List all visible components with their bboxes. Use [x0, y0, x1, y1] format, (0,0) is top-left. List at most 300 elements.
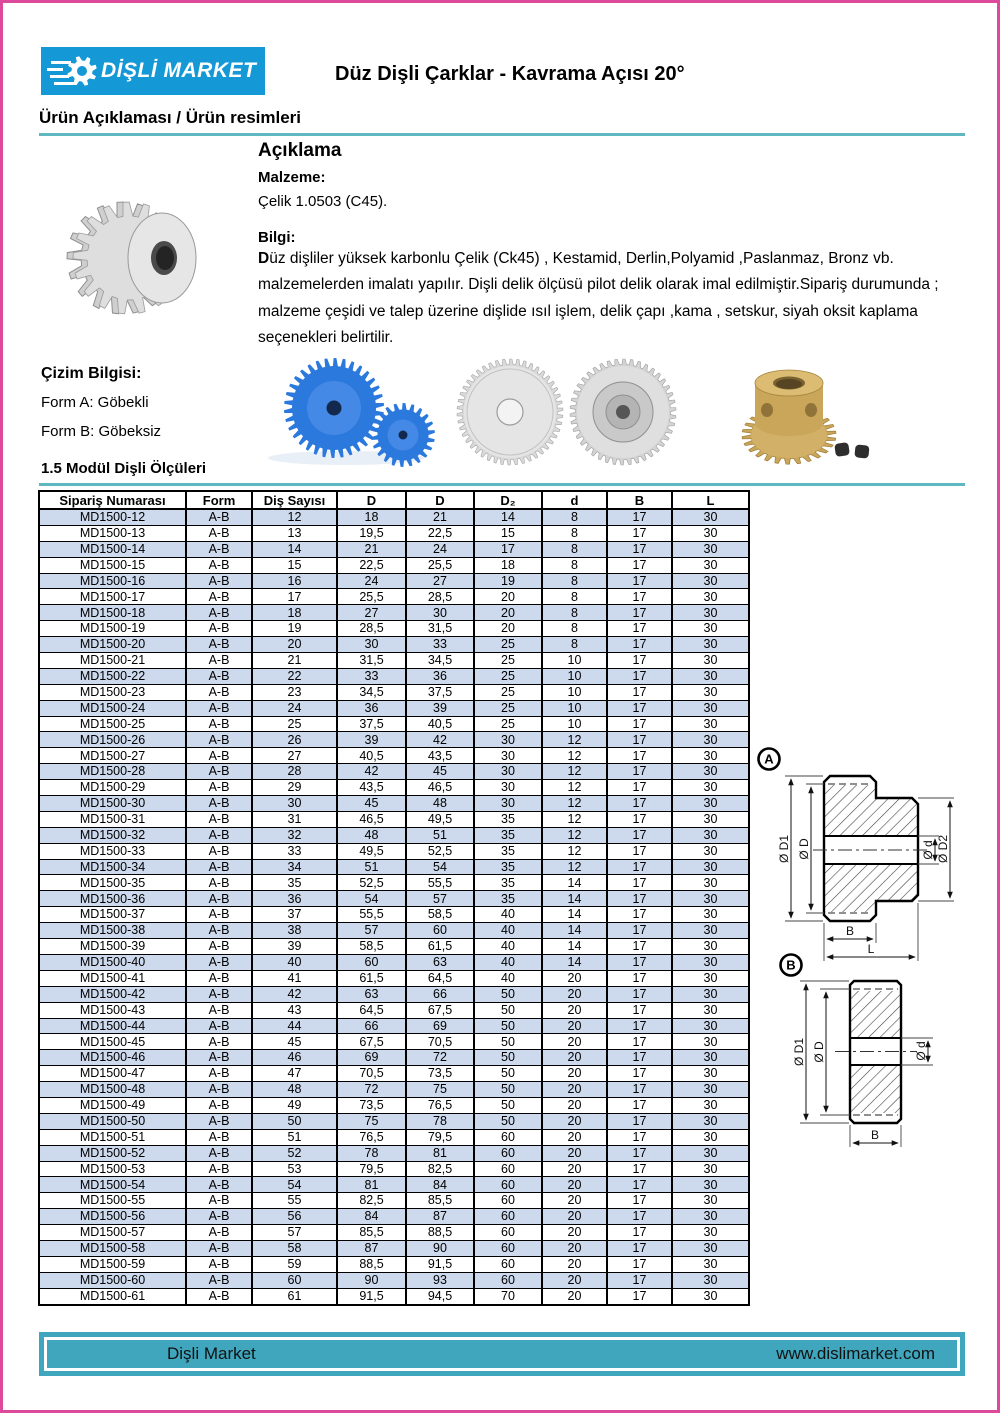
- table-cell: 40: [474, 939, 542, 955]
- table-cell: 60: [474, 1209, 542, 1225]
- table-cell: 25: [474, 716, 542, 732]
- table-cell: 57: [406, 891, 474, 907]
- table-cell: A-B: [186, 1129, 252, 1145]
- table-cell: 34: [252, 859, 337, 875]
- table-cell: 12: [542, 780, 607, 796]
- table-cell: MD1500-59: [39, 1256, 186, 1272]
- table-cell: 90: [406, 1240, 474, 1256]
- table-cell: 40: [474, 954, 542, 970]
- table-cell: 14: [252, 541, 337, 557]
- table-row: [39, 684, 749, 700]
- table-cell: A-B: [186, 1050, 252, 1066]
- table-cell: 17: [607, 1097, 672, 1113]
- table-cell: 25: [474, 653, 542, 669]
- table-row: [39, 668, 749, 684]
- table-cell: 64,5: [406, 970, 474, 986]
- table-cell: MD1500-17: [39, 589, 186, 605]
- table-cell: 19: [474, 573, 542, 589]
- table-cell: 19: [252, 621, 337, 637]
- table-row: [39, 748, 749, 764]
- table-cell: 40: [252, 954, 337, 970]
- table-cell: A-B: [186, 1066, 252, 1082]
- table-cell: 17: [607, 541, 672, 557]
- table-cell: 12: [542, 859, 607, 875]
- table-cell: 14: [542, 891, 607, 907]
- table-cell: MD1500-57: [39, 1225, 186, 1241]
- table-cell: 50: [474, 1082, 542, 1098]
- table-cell: 17: [607, 1018, 672, 1034]
- table-cell: 8: [542, 589, 607, 605]
- table-cell: MD1500-15: [39, 557, 186, 573]
- table-cell: 10: [542, 653, 607, 669]
- table-cell: A-B: [186, 1209, 252, 1225]
- table-cell: 60: [474, 1129, 542, 1145]
- table-cell: 43,5: [406, 748, 474, 764]
- table-cell: 32: [252, 827, 337, 843]
- table-cell: A-B: [186, 684, 252, 700]
- table-cell: 20: [542, 1002, 607, 1018]
- table-cell: A-B: [186, 1113, 252, 1129]
- table-cell: 17: [607, 1050, 672, 1066]
- table-cell: MD1500-46: [39, 1050, 186, 1066]
- table-cell: 17: [607, 1193, 672, 1209]
- table-cell: MD1500-50: [39, 1113, 186, 1129]
- table-cell: A-B: [186, 764, 252, 780]
- table-cell: 91,5: [337, 1288, 406, 1304]
- table-cell: 30: [474, 764, 542, 780]
- table-cell: 30: [672, 1161, 749, 1177]
- table-row: [39, 1002, 749, 1018]
- table-cell: 30: [672, 1272, 749, 1288]
- table-cell: 20: [542, 1288, 607, 1304]
- table-cell: 14: [542, 939, 607, 955]
- table-cell: 30: [672, 780, 749, 796]
- table-cell: 55: [252, 1193, 337, 1209]
- table-cell: A-B: [186, 1177, 252, 1193]
- table-cell: A-B: [186, 1145, 252, 1161]
- table-cell: 84: [337, 1209, 406, 1225]
- table-cell: 70: [474, 1288, 542, 1304]
- table-cell: 39: [406, 700, 474, 716]
- table-cell: A-B: [186, 748, 252, 764]
- table-cell: MD1500-19: [39, 621, 186, 637]
- table-cell: 50: [474, 1097, 542, 1113]
- table-cell: 50: [474, 1002, 542, 1018]
- table-cell: MD1500-24: [39, 700, 186, 716]
- table-row: [39, 605, 749, 621]
- table-cell: 30: [672, 653, 749, 669]
- table-cell: 41: [252, 970, 337, 986]
- table-cell: 72: [337, 1082, 406, 1098]
- table-cell: 12: [542, 811, 607, 827]
- table-cell: 20: [542, 1209, 607, 1225]
- table-cell: 38: [252, 923, 337, 939]
- table-cell: 17: [607, 605, 672, 621]
- table-cell: 61,5: [406, 939, 474, 955]
- table-cell: 49,5: [337, 843, 406, 859]
- table-cell: 55,5: [406, 875, 474, 891]
- table-cell: A-B: [186, 939, 252, 955]
- footer-company: Dişli Market: [167, 1344, 256, 1363]
- table-cell: 52,5: [337, 875, 406, 891]
- table-cell: 87: [406, 1209, 474, 1225]
- table-cell: 12: [542, 748, 607, 764]
- table-cell: 17: [607, 1177, 672, 1193]
- table-cell: 17: [607, 748, 672, 764]
- table-cell: 93: [406, 1272, 474, 1288]
- table-cell: 61,5: [337, 970, 406, 986]
- table-cell: 30: [672, 939, 749, 955]
- table-cell: 22,5: [406, 525, 474, 541]
- table-cell: 25: [474, 668, 542, 684]
- table-cell: 30: [672, 605, 749, 621]
- table-cell: 30: [672, 621, 749, 637]
- table-cell: 73,5: [406, 1066, 474, 1082]
- table-cell: 10: [542, 684, 607, 700]
- table-cell: 58,5: [406, 907, 474, 923]
- table-cell: 30: [672, 589, 749, 605]
- table-cell: 8: [542, 541, 607, 557]
- table-cell: 76,5: [406, 1097, 474, 1113]
- table-cell: 14: [542, 875, 607, 891]
- table-cell: 31,5: [406, 621, 474, 637]
- table-cell: MD1500-60: [39, 1272, 186, 1288]
- column-header: D₂: [474, 491, 542, 509]
- table-cell: 17: [607, 1209, 672, 1225]
- table-cell: 8: [542, 509, 607, 525]
- table-cell: 30: [672, 986, 749, 1002]
- table-cell: 20: [542, 1129, 607, 1145]
- table-cell: 17: [607, 509, 672, 525]
- table-cell: 30: [672, 1066, 749, 1082]
- form-b-label: Form B: Göbeksiz: [41, 423, 162, 440]
- table-row: [39, 796, 749, 812]
- table-cell: 20: [542, 1113, 607, 1129]
- table-cell: 8: [542, 605, 607, 621]
- table-cell: A-B: [186, 859, 252, 875]
- table-cell: 20: [542, 1066, 607, 1082]
- table-cell: 30: [672, 827, 749, 843]
- table-cell: 42: [337, 764, 406, 780]
- table-cell: 17: [607, 907, 672, 923]
- table-cell: 14: [542, 954, 607, 970]
- table-cell: 60: [474, 1225, 542, 1241]
- table-cell: MD1500-55: [39, 1193, 186, 1209]
- product-photo-steel-gear: [63, 166, 215, 342]
- table-cell: 21: [337, 541, 406, 557]
- table-cell: 58,5: [337, 939, 406, 955]
- logo-text: DİŞLİ MARKET: [101, 59, 257, 82]
- table-header: [39, 491, 749, 509]
- table-cell: 30: [672, 525, 749, 541]
- table-cell: A-B: [186, 907, 252, 923]
- table-cell: 17: [607, 621, 672, 637]
- table-cell: 17: [607, 923, 672, 939]
- table-cell: A-B: [186, 827, 252, 843]
- table-cell: 30: [672, 573, 749, 589]
- table-cell: 60: [474, 1272, 542, 1288]
- table-cell: 85,5: [406, 1193, 474, 1209]
- table-cell: 69: [406, 1018, 474, 1034]
- table-cell: 85,5: [337, 1225, 406, 1241]
- table-cell: 20: [474, 589, 542, 605]
- table-cell: 17: [607, 573, 672, 589]
- table-cell: 30: [672, 1288, 749, 1304]
- table-cell: 10: [542, 700, 607, 716]
- table-row: [39, 811, 749, 827]
- table-cell: MD1500-27: [39, 748, 186, 764]
- table-cell: 50: [474, 1113, 542, 1129]
- table-cell: A-B: [186, 923, 252, 939]
- table-cell: A-B: [186, 796, 252, 812]
- form-b-drawing: [751, 951, 1000, 1156]
- table-cell: 17: [607, 732, 672, 748]
- table-cell: 13: [252, 525, 337, 541]
- table-cell: MD1500-44: [39, 1018, 186, 1034]
- divider: [39, 133, 965, 136]
- table-cell: 67,5: [406, 1002, 474, 1018]
- table-cell: A-B: [186, 1097, 252, 1113]
- table-cell: 10: [542, 716, 607, 732]
- table-cell: 79,5: [406, 1129, 474, 1145]
- table-cell: 40: [474, 907, 542, 923]
- table-cell: 17: [607, 557, 672, 573]
- table-cell: 17: [607, 1240, 672, 1256]
- material-label: Malzeme:: [258, 169, 326, 186]
- table-cell: 51: [337, 859, 406, 875]
- table-cell: 54: [406, 859, 474, 875]
- table-cell: MD1500-25: [39, 716, 186, 732]
- table-cell: 20: [542, 1145, 607, 1161]
- table-cell: 30: [672, 1145, 749, 1161]
- table-cell: 30: [672, 875, 749, 891]
- footer-inner: [44, 1337, 960, 1371]
- table-cell: A-B: [186, 589, 252, 605]
- column-header: L: [672, 491, 749, 509]
- table-row: [39, 1272, 749, 1288]
- table-cell: 31: [252, 811, 337, 827]
- table-cell: 30: [474, 748, 542, 764]
- table-cell: 17: [607, 843, 672, 859]
- table-cell: 17: [607, 859, 672, 875]
- table-cell: 17: [607, 653, 672, 669]
- form-a-drawing: [751, 743, 1000, 965]
- table-cell: 73,5: [337, 1097, 406, 1113]
- table-cell: A-B: [186, 509, 252, 525]
- table-cell: A-B: [186, 541, 252, 557]
- table-row: [39, 1288, 749, 1304]
- table-cell: MD1500-43: [39, 1002, 186, 1018]
- table-cell: A-B: [186, 1193, 252, 1209]
- table-cell: 75: [406, 1082, 474, 1098]
- table-cell: 30: [672, 1177, 749, 1193]
- table-cell: 25: [474, 637, 542, 653]
- table-cell: 16: [252, 573, 337, 589]
- table-cell: 50: [474, 1066, 542, 1082]
- table-cell: 36: [337, 700, 406, 716]
- dim-label-d2: Ø D2: [936, 834, 950, 864]
- table-cell: A-B: [186, 732, 252, 748]
- table-cell: 15: [474, 525, 542, 541]
- table-cell: 30: [672, 684, 749, 700]
- table-cell: 60: [406, 923, 474, 939]
- table-cell: 48: [252, 1082, 337, 1098]
- table-row: [39, 1256, 749, 1272]
- table-cell: 70,5: [406, 1034, 474, 1050]
- table-cell: 12: [542, 827, 607, 843]
- table-cell: 46: [252, 1050, 337, 1066]
- table-cell: 20: [474, 605, 542, 621]
- table-cell: 70,5: [337, 1066, 406, 1082]
- table-cell: A-B: [186, 716, 252, 732]
- table-cell: 8: [542, 557, 607, 573]
- table-cell: 49,5: [406, 811, 474, 827]
- table-cell: 64,5: [337, 1002, 406, 1018]
- table-row: [39, 700, 749, 716]
- table-cell: 17: [607, 764, 672, 780]
- table-cell: A-B: [186, 843, 252, 859]
- table-cell: 45: [252, 1034, 337, 1050]
- table-cell: 46,5: [337, 811, 406, 827]
- table-cell: 22: [252, 668, 337, 684]
- table-cell: 30: [337, 637, 406, 653]
- table-cell: 57: [337, 923, 406, 939]
- dim-label-d1: Ø D1: [777, 834, 791, 864]
- table-cell: MD1500-58: [39, 1240, 186, 1256]
- product-photo-brass-gear: [729, 355, 877, 471]
- form-b-badge: B: [786, 957, 796, 973]
- table-cell: 30: [672, 509, 749, 525]
- table-cell: 24: [252, 700, 337, 716]
- form-a-label: Form A: Göbekli: [41, 394, 149, 411]
- table-cell: A-B: [186, 780, 252, 796]
- table-row: [39, 637, 749, 653]
- table-cell: A-B: [186, 811, 252, 827]
- table-cell: 17: [607, 1272, 672, 1288]
- table-cell: 30: [672, 700, 749, 716]
- table-cell: A-B: [186, 621, 252, 637]
- table-cell: 50: [474, 1018, 542, 1034]
- table-cell: 20: [252, 637, 337, 653]
- table-row: [39, 939, 749, 955]
- table-cell: 25: [474, 700, 542, 716]
- table-cell: 17: [607, 668, 672, 684]
- table-cell: 94,5: [406, 1288, 474, 1304]
- table-cell: 18: [474, 557, 542, 573]
- table-cell: 40: [474, 970, 542, 986]
- table-cell: 14: [542, 923, 607, 939]
- table-row: [39, 653, 749, 669]
- table-cell: 30: [672, 1225, 749, 1241]
- dim-label-bore: Ø d: [914, 1041, 928, 1061]
- table-cell: 14: [542, 907, 607, 923]
- table-cell: 30: [474, 796, 542, 812]
- table-cell: 67,5: [337, 1034, 406, 1050]
- table-cell: 78: [406, 1113, 474, 1129]
- table-row: [39, 923, 749, 939]
- table-cell: 17: [607, 1145, 672, 1161]
- table-cell: 30: [672, 1240, 749, 1256]
- table-cell: A-B: [186, 1240, 252, 1256]
- table-row: [39, 954, 749, 970]
- table-cell: 30: [672, 1034, 749, 1050]
- table-cell: 17: [607, 875, 672, 891]
- table-cell: 50: [474, 1034, 542, 1050]
- table-cell: 54: [252, 1177, 337, 1193]
- table-cell: 59: [252, 1256, 337, 1272]
- table-cell: 20: [542, 1097, 607, 1113]
- table-cell: 55,5: [337, 907, 406, 923]
- table-cell: A-B: [186, 653, 252, 669]
- table-cell: 50: [474, 1050, 542, 1066]
- table-cell: A-B: [186, 700, 252, 716]
- table-cell: 30: [672, 637, 749, 653]
- table-cell: 24: [337, 573, 406, 589]
- table-cell: 30: [474, 780, 542, 796]
- table-cell: 39: [337, 732, 406, 748]
- info-text: Düz dişliler yüksek karbonlu Çelik (Ck45) , Kestamid, Derlin,Polyamid ,Paslanmaz, Bronz vb. malzemelerden imalatı yapılır. Dişli delik ölçüsü pilot delik olarak imal edilmiştir.Sipariş durumunda ; malzeme çeşidi ve talep üzerine dişlide ısıl işlem, delik çapı ,kama , setskur, siyah oksit kaplama seçenekleri belirtilir.: [258, 250, 939, 347]
- table-cell: 20: [542, 1240, 607, 1256]
- table-cell: 30: [672, 907, 749, 923]
- table-cell: MD1500-30: [39, 796, 186, 812]
- table-cell: MD1500-48: [39, 1082, 186, 1098]
- table-cell: 17: [607, 954, 672, 970]
- table-cell: 17: [607, 637, 672, 653]
- table-cell: 30: [672, 716, 749, 732]
- table-cell: 28,5: [406, 589, 474, 605]
- table-cell: 20: [474, 621, 542, 637]
- table-row: [39, 764, 749, 780]
- table-cell: 36: [406, 668, 474, 684]
- table-cell: 43: [252, 1002, 337, 1018]
- table-cell: 37: [252, 907, 337, 923]
- table-cell: MD1500-45: [39, 1034, 186, 1050]
- table-cell: 91,5: [406, 1256, 474, 1272]
- table-cell: MD1500-39: [39, 939, 186, 955]
- table-row: [39, 780, 749, 796]
- table-row: [39, 525, 749, 541]
- table-cell: MD1500-52: [39, 1145, 186, 1161]
- table-cell: 48: [337, 827, 406, 843]
- table-cell: 36: [252, 891, 337, 907]
- table-cell: 34,5: [406, 653, 474, 669]
- column-header: B: [607, 491, 672, 509]
- footer-website-link[interactable]: www.dislimarket.com: [776, 1344, 935, 1363]
- table-cell: 30: [672, 748, 749, 764]
- table-cell: 66: [406, 986, 474, 1002]
- table-cell: 30: [672, 923, 749, 939]
- table-cell: MD1500-28: [39, 764, 186, 780]
- table-cell: A-B: [186, 1288, 252, 1304]
- page-title: Düz Dişli Çarklar - Kavrama Açısı 20°: [335, 63, 685, 85]
- table-cell: 87: [337, 1240, 406, 1256]
- table-cell: 8: [542, 621, 607, 637]
- table-cell: 63: [337, 986, 406, 1002]
- divider: [39, 483, 965, 486]
- table-cell: 52: [252, 1145, 337, 1161]
- table-cell: 30: [672, 796, 749, 812]
- table-cell: 60: [474, 1193, 542, 1209]
- table-cell: 30: [672, 859, 749, 875]
- drawing-info-heading: Çizim Bilgisi:: [41, 365, 142, 382]
- table-row: [39, 1161, 749, 1177]
- table-row: [39, 1082, 749, 1098]
- table-cell: MD1500-13: [39, 525, 186, 541]
- footer: [39, 1332, 965, 1376]
- table-cell: 42: [406, 732, 474, 748]
- table-row: [39, 732, 749, 748]
- table-cell: 25: [474, 684, 542, 700]
